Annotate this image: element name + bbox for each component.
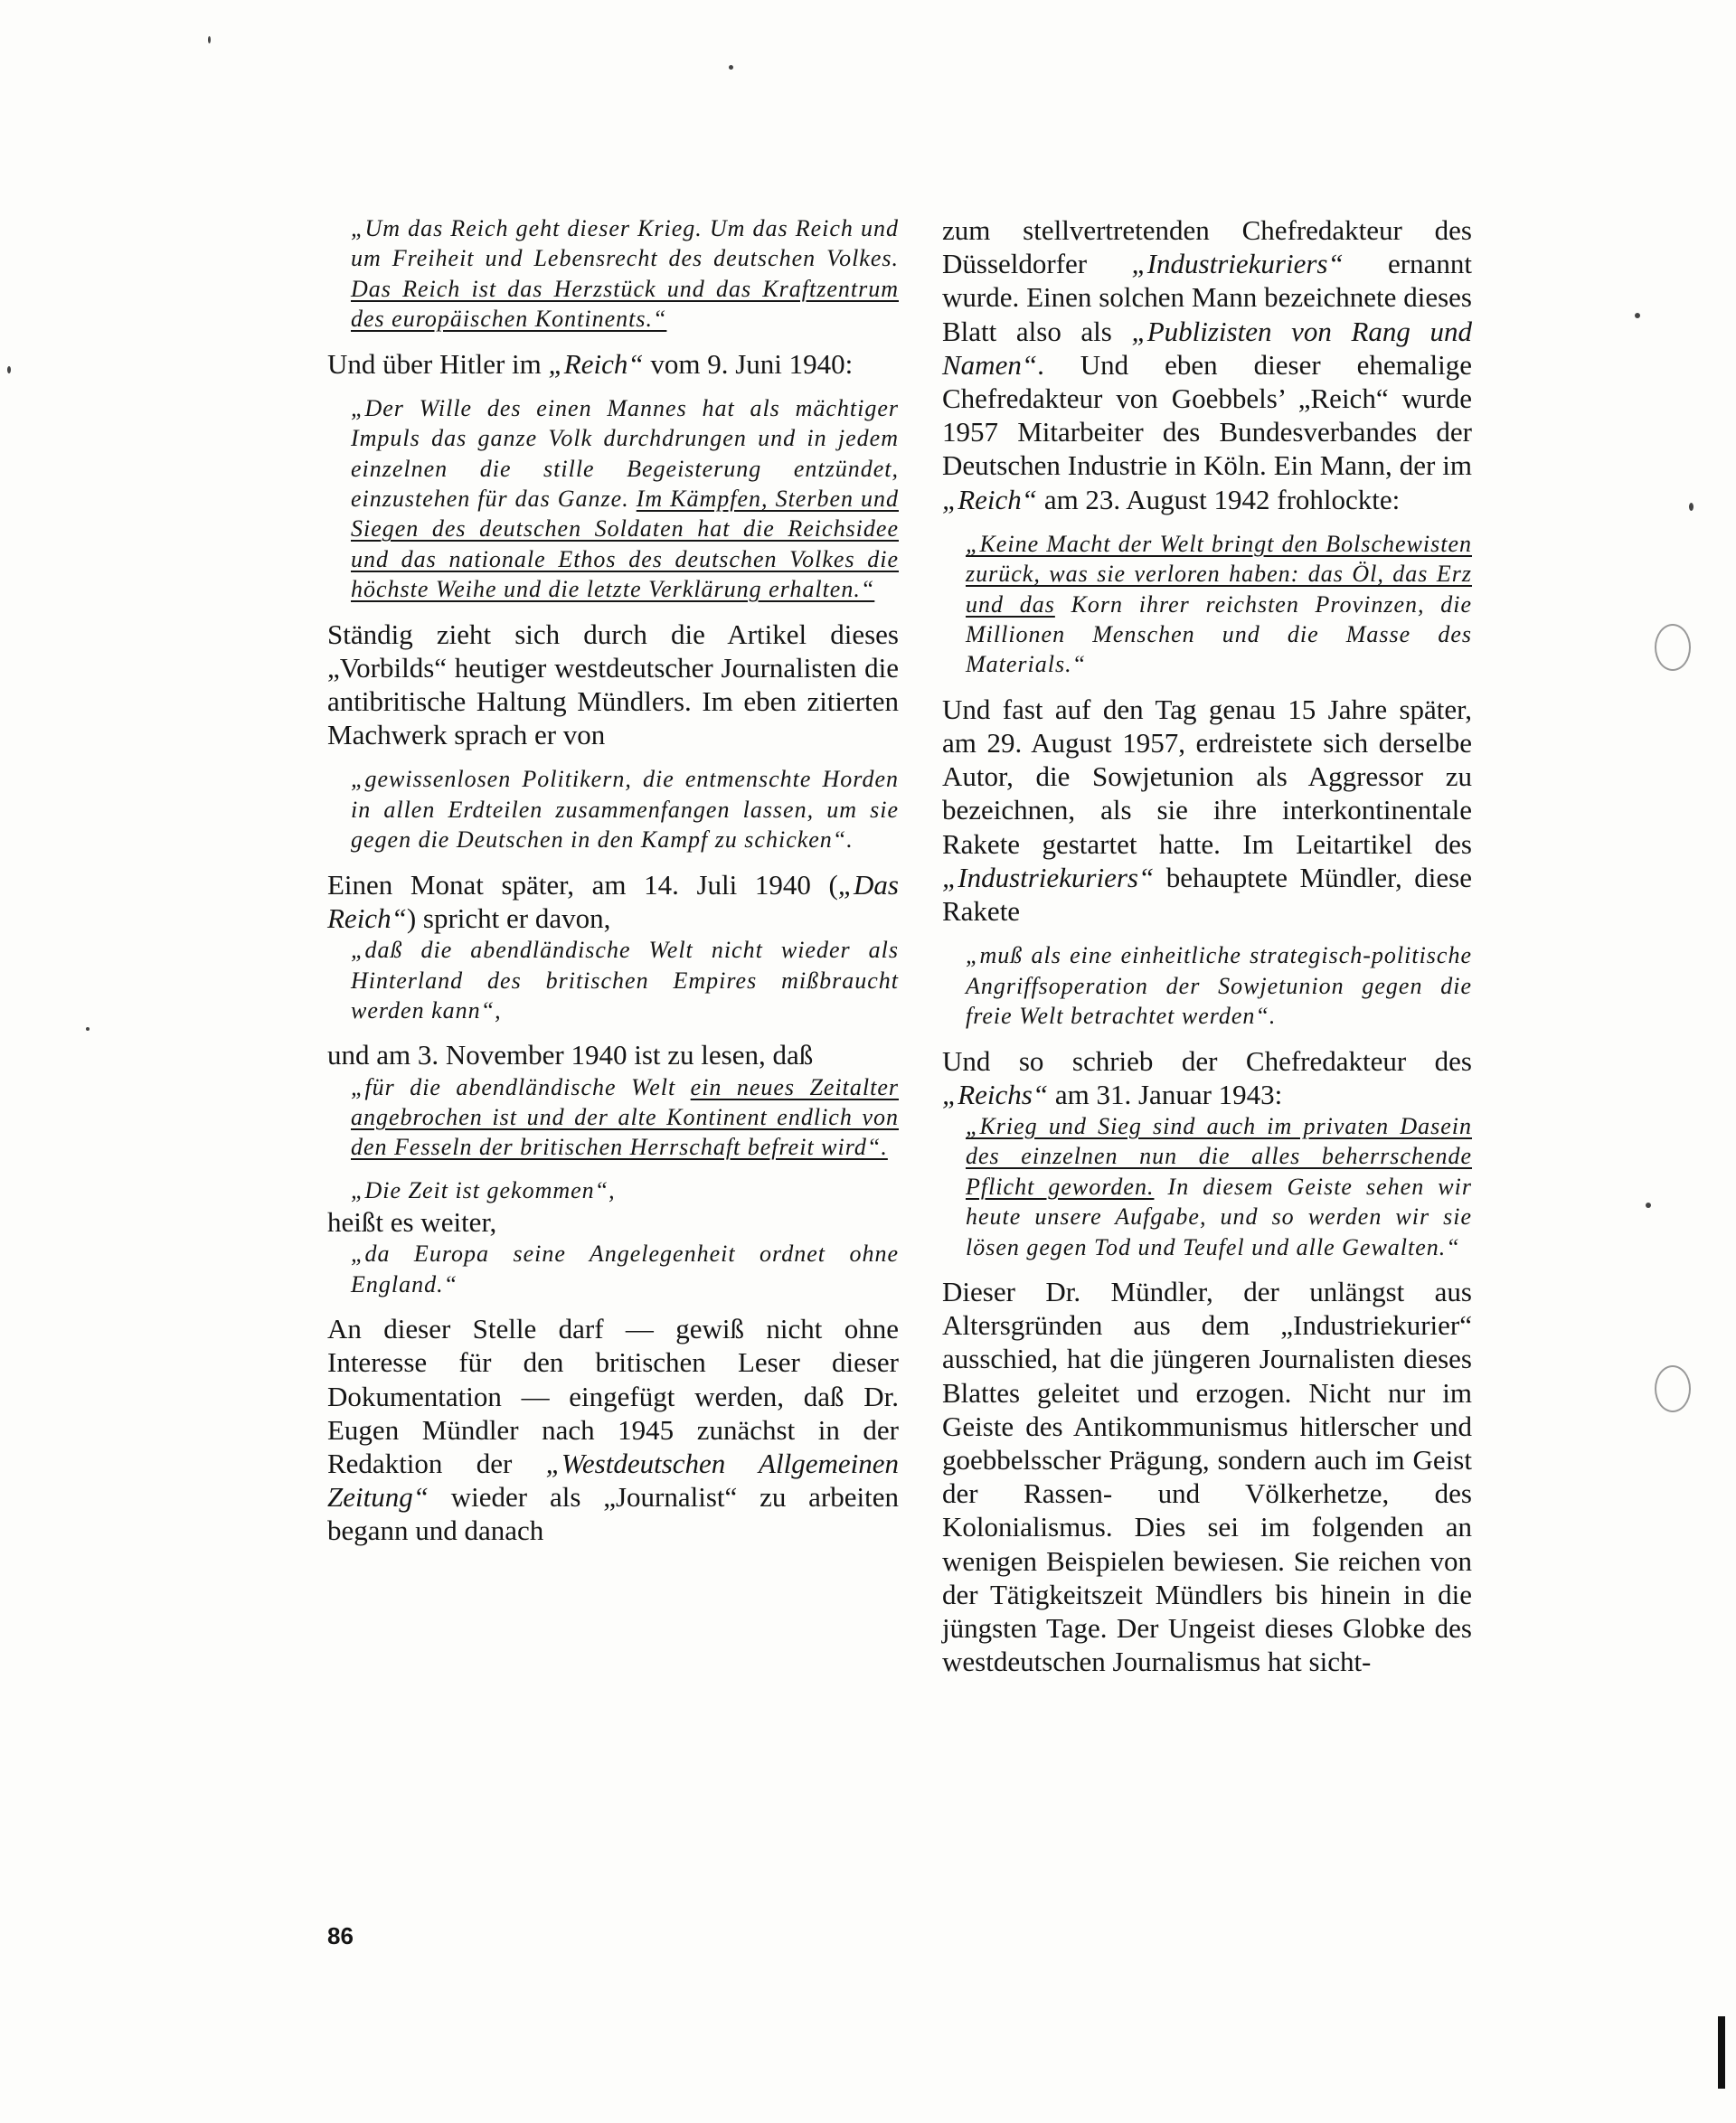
- left-column: [327, 213, 899, 1548]
- paragraph-chefredakteur: [942, 213, 1472, 516]
- publication-title: „Reich“: [942, 483, 1038, 515]
- publication-title: „Reichs“: [942, 1078, 1049, 1110]
- quote-zeit-gekommen: „Die Zeit ist gekommen“,: [351, 1176, 616, 1203]
- quote-angriffsoperation: „muß als eine einheitliche strategisch-politische Angriffsoperation der Sowjetunion gegen die freie Welt betrachtet werden“.: [966, 942, 1472, 1030]
- quote-text: „für die abendländische Welt: [351, 1073, 691, 1100]
- quote-keine-macht: [966, 529, 1472, 680]
- quote-krieg-und-sieg: [966, 1111, 1472, 1262]
- paragraph-text: am 23. August 1942 frohlockte:: [1037, 483, 1401, 515]
- scan-speck: [86, 1027, 90, 1031]
- paragraph-text: behauptete Mündler, diese Rakete: [942, 861, 1472, 928]
- paragraph-text: Und so schrieb der Chefredakteur des: [942, 1044, 1472, 1077]
- right-column: [942, 213, 1472, 1678]
- paragraph-rakete: [942, 693, 1472, 928]
- underlined-quote-text: Im Kämpfen, Sterben und Siegen des deutschen Soldaten hat die Reichsidee und das nationale Ethos des deutschen Volkes die höchste Weihe und die letzte Verklärung erhalten.“: [351, 486, 899, 603]
- quote-ohne-england: „da Europa seine Angelegenheit ordnet ohne England.“: [351, 1241, 899, 1297]
- publication-title: „Westdeutschen Allgemeinen Zeitung“: [327, 1447, 899, 1514]
- paragraph-text: An dieser Stelle darf — gewiß nicht ohne Interesse für den britischen Leser dieser Dokumentation — eingefügt werden, daß Dr. Eugen Mündler nach 1945 zunächst in der Redaktion der: [327, 1313, 899, 1479]
- paragraph-januar-1943: [942, 1044, 1472, 1111]
- scan-ring-mark: [1655, 624, 1691, 671]
- quote-text: Korn ihrer reichsten Provinzen, die Millionen Menschen und die Masse des Materials.“: [966, 590, 1472, 678]
- publication-title: „Industriekuriers“: [942, 861, 1155, 893]
- quote-reich-war: [351, 213, 899, 335]
- publication-title: „Das Reich“: [327, 868, 899, 934]
- scan-speck: [7, 366, 11, 373]
- page-number: 86: [327, 1922, 354, 1949]
- publication-title: „Reich“: [548, 347, 644, 380]
- quote-text: In diesem Geiste sehen wir heute unsere Aufgabe, und so werden wir sie lösen gegen Tod und Teufel und alle Gewalten.“: [966, 1173, 1472, 1260]
- quote-wille: [351, 393, 899, 605]
- paragraph-text: am 31. Januar 1943:: [1048, 1078, 1283, 1110]
- scan-speck: [1646, 1203, 1651, 1208]
- paragraph-ungeist: Dieser Dr. Mündler, der unlängst aus Altersgründen aus dem „Industriekurier“ ausschied, hat die jüngeren Journalisten dieses Blattes geleitet und erzogen. Nicht nur im Geiste des Antikommunismus hitlerscher und goebbelsscher Prägung, sondern auch im Geist der Rassen- und Völkerhetze, des Kolonialismus. Dies sei im folgenden an wenigen Beispielen bewiesen. Sie reichen von der Tätigkeitszeit Mündlers bis hinein in die jüngsten Tage. Der Ungeist dieses Globke des westdeutschen Journalismus hat sicht-: [942, 1275, 1472, 1678]
- scan-speck: [208, 36, 211, 43]
- paragraph-november-1940: und am 3. November 1940 ist zu lesen, daß: [327, 1039, 814, 1071]
- paragraph-antibritish: Ständig zieht sich durch die Artikel dieses „Vorbilds“ heutiger westdeutscher Journalisten die antibritische Haltung Mündlers. Im eben zitierten Machwerk sprach er von: [327, 618, 899, 751]
- underlined-quote-text: „Keine Macht der Welt bringt den Bolschewisten zurück, was sie verloren haben: das Öl, das Erz und das: [966, 530, 1472, 618]
- paragraph-text: Und fast auf den Tag genau 15 Jahre später, am 29. August 1957, erdreistete sich derselbe Autor, die Sowjetunion als Aggressor zu bezeichnen, als sie ihre interkontinentale Rakete gestartet hatte. Im Leitartikel des: [942, 693, 1472, 860]
- paragraph-text: vom 9. Juni 1940:: [643, 347, 854, 380]
- paragraph-weiter: heißt es weiter,: [327, 1206, 497, 1239]
- paragraph-text: Und über Hitler im: [327, 347, 549, 380]
- underlined-quote-text: „Krieg und Sieg sind auch im privaten Dasein des einzelnen nun die alles beherrschende Pflicht geworden.: [966, 1112, 1472, 1200]
- quoted-phrase: „Publizisten von Rang und Namen“: [942, 315, 1472, 381]
- paragraph-text: wieder als „Journalist“ zu arbeiten begann und danach: [327, 1481, 899, 1547]
- paragraph-muendler-1945: [327, 1312, 899, 1547]
- paragraph-text: ernannt wurde. Einen solchen Mann bezeichnete dieses Blatt also als: [942, 248, 1472, 347]
- publication-title: „Industriekuriers“: [1131, 248, 1344, 280]
- quote-zeitalter: [351, 1072, 899, 1163]
- paragraph-text: Einen Monat später, am 14. Juli 1940 (: [327, 868, 838, 901]
- quote-politikern: „gewissenlosen Politikern, die entmenschte Horden in allen Erdteilen zusammenfangen lassen, um sie gegen die Deutschen in den Kampf zu schicken“.: [351, 766, 899, 854]
- paragraph-hitler-reich: [327, 347, 899, 381]
- scan-edge-mark: [1718, 2016, 1725, 2089]
- scan-speck: [729, 65, 733, 70]
- paragraph-text: . Und eben dieser ehemalige Chefredakteur von Goebbels’ „Reich“ wurde 1957 Mitarbeiter des Bundesverbandes der Deutschen Industrie in Köln. Ein Mann, der im: [942, 348, 1472, 482]
- paragraph-july-1940: [327, 868, 899, 935]
- scan-speck: [1689, 503, 1694, 511]
- scan-speck: [1635, 313, 1640, 318]
- quote-text: „Um das Reich geht dieser Krieg. Um das Reich und um Freiheit und Lebensrecht des deutschen Volkes.: [351, 215, 899, 272]
- scan-ring-mark: [1655, 1365, 1691, 1412]
- underlined-quote-text: Das Reich ist das Herzstück und das Kraftzentrum des europäischen Kontinents.“: [351, 275, 899, 333]
- paragraph-text: zum stellvertretenden Chefredakteur des Düsseldorfer: [942, 214, 1472, 280]
- quote-abendlaendische: „daß die abendländische Welt nicht wieder als Hinterland des britischen Empires mißbraucht werden kann“,: [351, 937, 899, 1024]
- paragraph-text: ) spricht er davon,: [406, 901, 611, 934]
- underlined-quote-text: ein neues Zeitalter angebrochen ist und der alte Kontinent endlich von den Fesseln der britischen Herrschaft befreit wird“.: [351, 1073, 899, 1161]
- quote-text: „Der Wille des einen Mannes hat als mächtiger Impuls das ganze Volk durchdrungen und in jedem einzelnen die stille Begeisterung entzündet, einzustehen für das Ganze.: [351, 394, 899, 513]
